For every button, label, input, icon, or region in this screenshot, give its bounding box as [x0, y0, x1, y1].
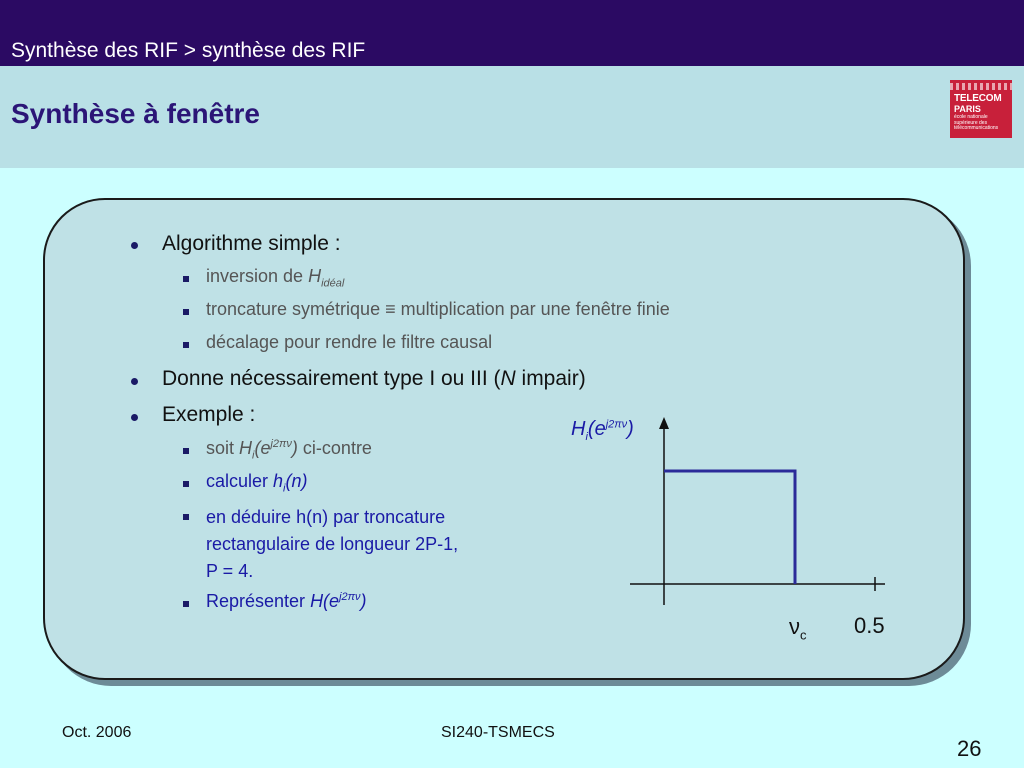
- bullet-dot: [131, 242, 138, 249]
- tick-label-nu-c: $\nu_c$: [789, 614, 807, 643]
- sub-bullet-en-deduire: en déduire h(n) par troncature rectangulaire de longueur 2P-1, P = 4.: [206, 507, 459, 581]
- sub-bullet-square: [183, 601, 189, 607]
- telecom-paris-logo: [950, 80, 1012, 138]
- bullet-type: Donne nécessairement type I ou III (N impair): [162, 367, 586, 390]
- logo-line2: PARIS: [954, 104, 981, 114]
- sub-bullet-soit: soit $H_i(e^{j2\pi\nu})$ ci-contre: [206, 438, 372, 462]
- y-axis-arrow: [659, 417, 669, 429]
- bullet-algorithme: Algorithme simple :: [162, 232, 341, 255]
- frequency-response-figure: [620, 405, 900, 615]
- sub-bullet-square: [183, 448, 189, 454]
- sub-bullet-decalage: décalage pour rendre le filtre causal: [206, 332, 493, 352]
- sub-bullet-troncature: troncature symétrique ≡ multiplication par une fenêtre finie: [206, 299, 670, 319]
- sub-bullet-calculer: calculer $h_i(n)$: [206, 471, 308, 495]
- ideal-lowpass-curve: [664, 471, 795, 584]
- bullet-dot: [131, 414, 138, 421]
- page-title: Synthèse à fenêtre: [11, 98, 260, 129]
- logo-stripes: [950, 83, 1012, 90]
- sub-bullet-square: [183, 514, 189, 520]
- sub-bullet-representer: Représenter $H(e^{j2\pi\nu})$: [206, 591, 367, 611]
- footer-course: SI240-TSMECS: [441, 724, 555, 741]
- sub-bullet-square: [183, 342, 189, 348]
- bullet-exemple: Exemple :: [162, 403, 256, 426]
- page-number: 26: [957, 736, 982, 761]
- sub-bullet-square: [183, 276, 189, 282]
- sub-bullet-inversion: inversion de $H_{idéal}$: [206, 266, 345, 290]
- sub-bullet-square: [183, 309, 189, 315]
- figure-ylabel: $H_i(e^{j2\pi\nu})$: [571, 418, 634, 443]
- breadcrumb: Synthèse des RIF > synthèse des RIF: [11, 39, 366, 62]
- bullet-dot: [131, 378, 138, 385]
- sub-bullet-square: [183, 481, 189, 487]
- tick-label-half: 0.5: [854, 613, 885, 638]
- footer-date: Oct. 2006: [62, 724, 132, 741]
- logo-line3: école nationale supérieure des télécommunications: [954, 114, 999, 131]
- logo-line1: TELECOM: [954, 93, 1002, 104]
